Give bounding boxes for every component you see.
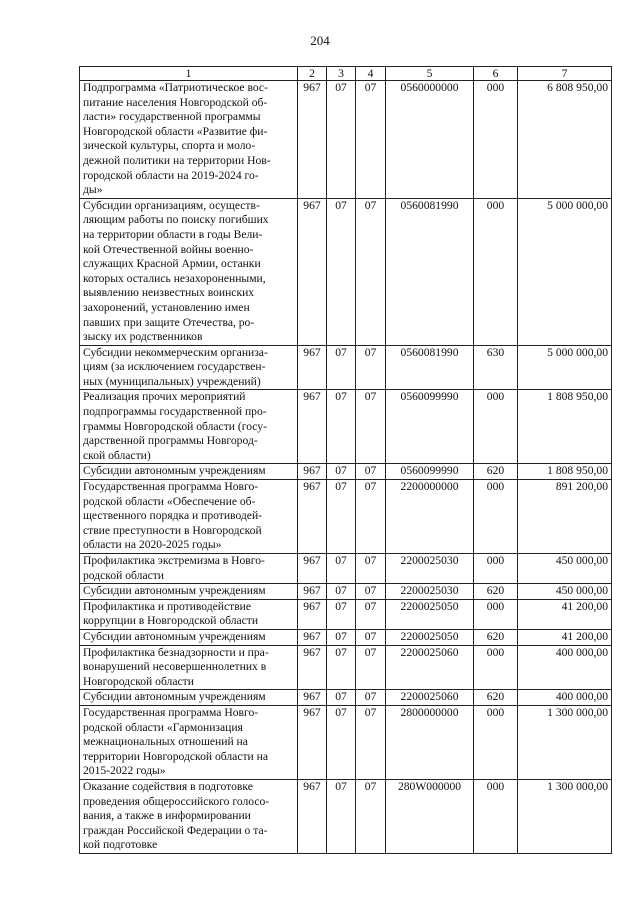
row-target-article-cell: 2200025060 (386, 690, 474, 706)
row-expense-type-cell: 000 (474, 599, 518, 629)
header-cell: 4 (356, 67, 386, 81)
row-subsection-cell: 07 (356, 480, 386, 554)
row-section-cell: 07 (327, 480, 356, 554)
row-section-cell: 07 (327, 779, 356, 853)
row-expense-type-cell: 000 (474, 81, 518, 199)
row-code-cell: 967 (298, 599, 327, 629)
row-target-article-cell: 2200025060 (386, 645, 474, 690)
header-cell: 7 (518, 67, 612, 81)
row-target-article-cell: 0560081990 (386, 198, 474, 345)
row-code-cell: 967 (298, 198, 327, 345)
row-expense-type-cell: 000 (474, 390, 518, 464)
row-subsection-cell: 07 (356, 345, 386, 390)
table-row (80, 464, 612, 480)
row-amount-cell: 41 200,00 (518, 629, 612, 645)
table-row (80, 390, 612, 464)
row-amount-cell: 450 000,00 (518, 584, 612, 600)
row-code-cell: 967 (298, 645, 327, 690)
row-subsection-cell: 07 (356, 645, 386, 690)
row-code-cell: 967 (298, 779, 327, 853)
table-row (80, 645, 612, 690)
row-code-cell: 967 (298, 480, 327, 554)
header-row (80, 67, 612, 81)
row-expense-type-cell: 000 (474, 554, 518, 584)
header-cell: 5 (386, 67, 474, 81)
row-target-article-cell: 0560081990 (386, 345, 474, 390)
table-row (80, 629, 612, 645)
row-name-cell: Оказание содействия в подготовке проведения общероссийского голосо- вания, а также в информировании граждан Российской Федерации о та- кой подготовке (80, 779, 298, 853)
row-target-article-cell: 0560000000 (386, 81, 474, 199)
row-amount-cell: 1 808 950,00 (518, 464, 612, 480)
row-expense-type-cell: 000 (474, 779, 518, 853)
row-code-cell: 967 (298, 464, 327, 480)
row-amount-cell: 400 000,00 (518, 690, 612, 706)
row-expense-type-cell: 620 (474, 464, 518, 480)
table-row (80, 599, 612, 629)
row-name-cell: Субсидии некоммерческим организа- циям (за исключением государствен- ных (муниципальных) учреждений) (80, 345, 298, 390)
row-subsection-cell: 07 (356, 779, 386, 853)
row-code-cell: 967 (298, 81, 327, 199)
budget-table (79, 66, 612, 854)
row-name-cell: Профилактика безнадзорности и пра- вонарушений несовершеннолетних в Новгородской области (80, 645, 298, 690)
row-target-article-cell: 0560099990 (386, 390, 474, 464)
header-cell: 2 (298, 67, 327, 81)
row-target-article-cell: 2200025030 (386, 584, 474, 600)
row-amount-cell: 5 000 000,00 (518, 345, 612, 390)
table-row (80, 345, 612, 390)
row-amount-cell: 41 200,00 (518, 599, 612, 629)
row-subsection-cell: 07 (356, 599, 386, 629)
row-subsection-cell: 07 (356, 690, 386, 706)
row-section-cell: 07 (327, 584, 356, 600)
row-subsection-cell: 07 (356, 629, 386, 645)
row-section-cell: 07 (327, 345, 356, 390)
header-cell: 1 (80, 67, 298, 81)
row-target-article-cell: 2200025030 (386, 554, 474, 584)
table-row (80, 198, 612, 345)
table-row (80, 690, 612, 706)
row-name-cell: Профилактика и противодействие коррупции в Новгородской области (80, 599, 298, 629)
row-target-article-cell: 0560099990 (386, 464, 474, 480)
row-subsection-cell: 07 (356, 584, 386, 600)
row-name-cell: Субсидии автономным учреждениям (80, 690, 298, 706)
row-target-article-cell: 2200025050 (386, 629, 474, 645)
row-target-article-cell: 2200025050 (386, 599, 474, 629)
table-row (80, 480, 612, 554)
row-amount-cell: 450 000,00 (518, 554, 612, 584)
row-expense-type-cell: 620 (474, 584, 518, 600)
row-subsection-cell: 07 (356, 198, 386, 345)
row-amount-cell: 1 808 950,00 (518, 390, 612, 464)
row-name-cell: Субсидии автономным учреждениям (80, 464, 298, 480)
row-section-cell: 07 (327, 645, 356, 690)
row-target-article-cell: 2200000000 (386, 480, 474, 554)
row-code-cell: 967 (298, 705, 327, 779)
header-cell: 3 (327, 67, 356, 81)
row-code-cell: 967 (298, 554, 327, 584)
row-name-cell: Государственная программа Новго- родской области «Гармонизация межнациональных отношений на территории Новгородской области на 2015-2022 годы» (80, 705, 298, 779)
row-expense-type-cell: 630 (474, 345, 518, 390)
row-target-article-cell: 2800000000 (386, 705, 474, 779)
row-subsection-cell: 07 (356, 464, 386, 480)
row-amount-cell: 1 300 000,00 (518, 779, 612, 853)
table-row (80, 584, 612, 600)
row-subsection-cell: 07 (356, 81, 386, 199)
row-section-cell: 07 (327, 390, 356, 464)
row-name-cell: Субсидии автономным учреждениям (80, 629, 298, 645)
row-section-cell: 07 (327, 599, 356, 629)
row-subsection-cell: 07 (356, 390, 386, 464)
table-row (80, 554, 612, 584)
row-section-cell: 07 (327, 705, 356, 779)
row-section-cell: 07 (327, 629, 356, 645)
row-code-cell: 967 (298, 390, 327, 464)
row-expense-type-cell: 000 (474, 705, 518, 779)
row-name-cell: Подпрограмма «Патриотическое вос- питание населения Новгородской об- ласти» государственной программы Новгородской области «Развитие фи- зической культуры, спорта и моло- дежной политики на территории Нов- городской области на 2019-2024 го- ды» (80, 81, 298, 199)
table-row (80, 705, 612, 779)
row-name-cell: Субсидии организациям, осуществ- ляющим работы по поиску погибших на территории области в годы Вели- кой Отечественной войны военно- служащих Красной Армии, останки которых остались незахороненными, выявлению неизвестных воинских захоронений, установлению имен павших при защите Отечества, ро- зыску их родственников (80, 198, 298, 345)
row-code-cell: 967 (298, 584, 327, 600)
row-name-cell: Государственная программа Новго- родской области «Обеспечение об- щественного порядка и противодей- ствие преступности в Новгородской области на 2020-2025 годы» (80, 480, 298, 554)
row-subsection-cell: 07 (356, 705, 386, 779)
row-subsection-cell: 07 (356, 554, 386, 584)
row-code-cell: 967 (298, 629, 327, 645)
row-target-article-cell: 280W000000 (386, 779, 474, 853)
row-amount-cell: 1 300 000,00 (518, 705, 612, 779)
row-amount-cell: 5 000 000,00 (518, 198, 612, 345)
page-number: 204 (310, 33, 330, 48)
row-expense-type-cell: 000 (474, 645, 518, 690)
table-row (80, 81, 612, 199)
row-expense-type-cell: 620 (474, 629, 518, 645)
row-section-cell: 07 (327, 464, 356, 480)
row-code-cell: 967 (298, 345, 327, 390)
row-section-cell: 07 (327, 690, 356, 706)
row-amount-cell: 891 200,00 (518, 480, 612, 554)
row-expense-type-cell: 000 (474, 480, 518, 554)
row-name-cell: Реализация прочих мероприятий подпрограммы государственной про- граммы Новгородской области (госу- дарственной программы Новгород- ской области) (80, 390, 298, 464)
row-amount-cell: 400 000,00 (518, 645, 612, 690)
row-code-cell: 967 (298, 690, 327, 706)
header-cell: 6 (474, 67, 518, 81)
row-expense-type-cell: 000 (474, 198, 518, 345)
row-section-cell: 07 (327, 198, 356, 345)
row-name-cell: Профилактика экстремизма в Новго- родской области (80, 554, 298, 584)
row-expense-type-cell: 620 (474, 690, 518, 706)
row-section-cell: 07 (327, 554, 356, 584)
row-name-cell: Субсидии автономным учреждениям (80, 584, 298, 600)
row-amount-cell: 6 808 950,00 (518, 81, 612, 199)
row-section-cell: 07 (327, 81, 356, 199)
table-row (80, 779, 612, 853)
